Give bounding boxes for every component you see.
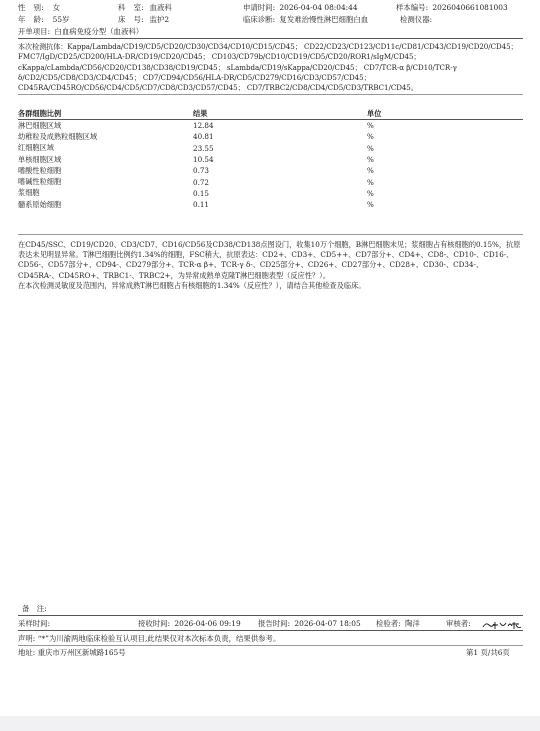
gender-field: 性 别: 女 [18, 3, 61, 12]
cell-value: 0.11 [193, 200, 210, 210]
order-field: 开单项目: 白血病免疫分型（血液科） [18, 27, 144, 36]
col-header-unit: 单位 [367, 108, 523, 120]
cell-name: 髓系原始细胞 [18, 199, 62, 209]
cell-unit: % [367, 166, 374, 176]
footer-divider-mid [18, 630, 523, 631]
footer-divider-bottom [18, 645, 523, 646]
apply-time-field: 申请时间: 2026-04-04 08:04:44 [243, 3, 358, 12]
cell-unit: % [367, 132, 374, 142]
antibody-list: 本次检测抗体：Kappa/Lambda/CD19/CD5/CD20/CD30/CD34/CD10/CD15/CD45； CD22/CD23/CD123/CD11c/CD81/CD43/CD19/CD20/CD45； FMC7/IgD/CD25/CD200/HLA-DR/CD19/CD20/CD45； CD103/CD79b/CD10/CD19/CD5/CD20/ROR1/sIgM/CD45； cKappa/cLambda/CD56/CD20/CD138/CD38/CD19/CD45； sLambda/CD19/sKappa/CD20/CD45； CD7/TCR-α β/CD10/TCR-γ δ/CD2/CD5/CD8/CD3/CD4/CD45； CD7/CD94/CD56/HLA-DR/CD5/CD279/CD16/CD3/CD57/CD45； CD45RA/CD45RO/CD56/CD4/CD5/CD7/CD8/CD3/CD57/CD45； CD7/TRBC2/CD8/CD4/CD5/CD3/TRBC1/CD45。 [18, 42, 518, 93]
cell-unit: % [367, 177, 374, 187]
table-bottom-divider [18, 234, 523, 235]
cell-unit: % [367, 121, 374, 131]
reviewer-label: 审核者: [446, 619, 471, 628]
table-row [18, 131, 523, 142]
cell-value: 12.84 [193, 121, 214, 131]
table-row [18, 165, 523, 176]
antibody-divider [18, 94, 523, 95]
cell-ratio-table [18, 108, 523, 210]
interpretation-text: 在CD45/SSC、CD19/CD20、CD3/CD7、CD16/CD56及CD38/CD138点图设门，收集10万个细胞，B淋巴细胞未见；浆细胞占有核细胞的0.15%，抗原表达未见明显异常。T淋巴细胞比例约1.34%的细胞，FSC稍大，抗原表达：CD2+、CD3+、CD5++、CD7部分+、CD4+、CD8-、CD10-、CD16-、CD56-、CD57部分+、CD94-、CD279部分+、TCR-α β+、TCR-γ δ-、CD25部分+、CD26+、CD27部分+、CD28+、CD30-、CD34-、CD45RA-、CD45RO+、TRBC1-、TRBC2+，为异常成熟单克隆T淋巴细胞表型（反应性？）。 在本次检测灵敏度及范围内，异常成熟T淋巴细胞占有核细胞的1.34%（反应性？），请结合其他检查及临床。 [18, 240, 521, 290]
cell-value: 0.73 [193, 166, 210, 176]
sample-no-field: 样本编号: 2026040661081003 [396, 3, 508, 12]
report-time-field: 报告时间: 2026-04-07 18:05 [258, 619, 361, 628]
cell-unit: % [367, 143, 374, 153]
cell-unit: % [367, 188, 374, 198]
cell-value: 23.55 [193, 143, 214, 153]
footer-divider-top [18, 615, 523, 616]
age-field: 年 龄: 55岁 [18, 15, 70, 24]
table-row [18, 199, 523, 210]
collect-time-label: 采样时间: [18, 619, 51, 628]
cell-name: 红细胞区域 [18, 143, 54, 153]
table-header-row [18, 108, 523, 120]
bed-field: 床 号: 监护2 [118, 15, 170, 24]
cell-value: 0.72 [193, 177, 210, 187]
table-row [18, 143, 523, 154]
table-row [18, 188, 523, 199]
cell-value: 0.15 [193, 188, 210, 198]
note-label: 备 注: [22, 604, 47, 613]
cell-name: 嗜碱性粒细胞 [18, 177, 62, 187]
cell-unit: % [367, 200, 374, 210]
instrument-field: 检测仪器: [400, 15, 433, 24]
viewer-bottom-bar [0, 716, 540, 731]
receive-time-field: 接收时间: 2026-04-06 09:19 [138, 619, 241, 628]
table-row [18, 154, 523, 165]
address-text: 地址: 重庆市万州区新城路165号 [18, 648, 126, 657]
cell-value: 40.81 [193, 132, 214, 142]
table-row [18, 120, 523, 132]
statement-text: 声明: “*”为川渝两地临床检验互认项目,此结果仅对本次标本负责，结果供参考。 [18, 634, 281, 643]
examiner-field: 检验者: 陶洋 [376, 619, 420, 628]
cell-unit: % [367, 155, 374, 165]
col-header-name: 各群细胞比例 [18, 108, 193, 120]
cell-name: 幼稚粒及成熟粒细胞区域 [18, 131, 98, 141]
table-row [18, 176, 523, 187]
cell-name: 浆细胞 [18, 188, 40, 198]
page-indicator: 第1 页/共6页 [466, 648, 510, 657]
dept-field: 科 室: 血液科 [118, 3, 172, 12]
header-divider [18, 38, 523, 39]
cell-value: 10.54 [193, 155, 214, 165]
cell-name: 淋巴细胞区域 [18, 120, 62, 130]
cell-name: 单核细胞区域 [18, 154, 62, 164]
cell-name: 嗜酸性粒细胞 [18, 165, 62, 175]
diagnosis-field: 临床诊断: 复发难治慢性淋巴细胞白血 [243, 15, 369, 24]
col-header-value: 结果 [193, 108, 367, 120]
